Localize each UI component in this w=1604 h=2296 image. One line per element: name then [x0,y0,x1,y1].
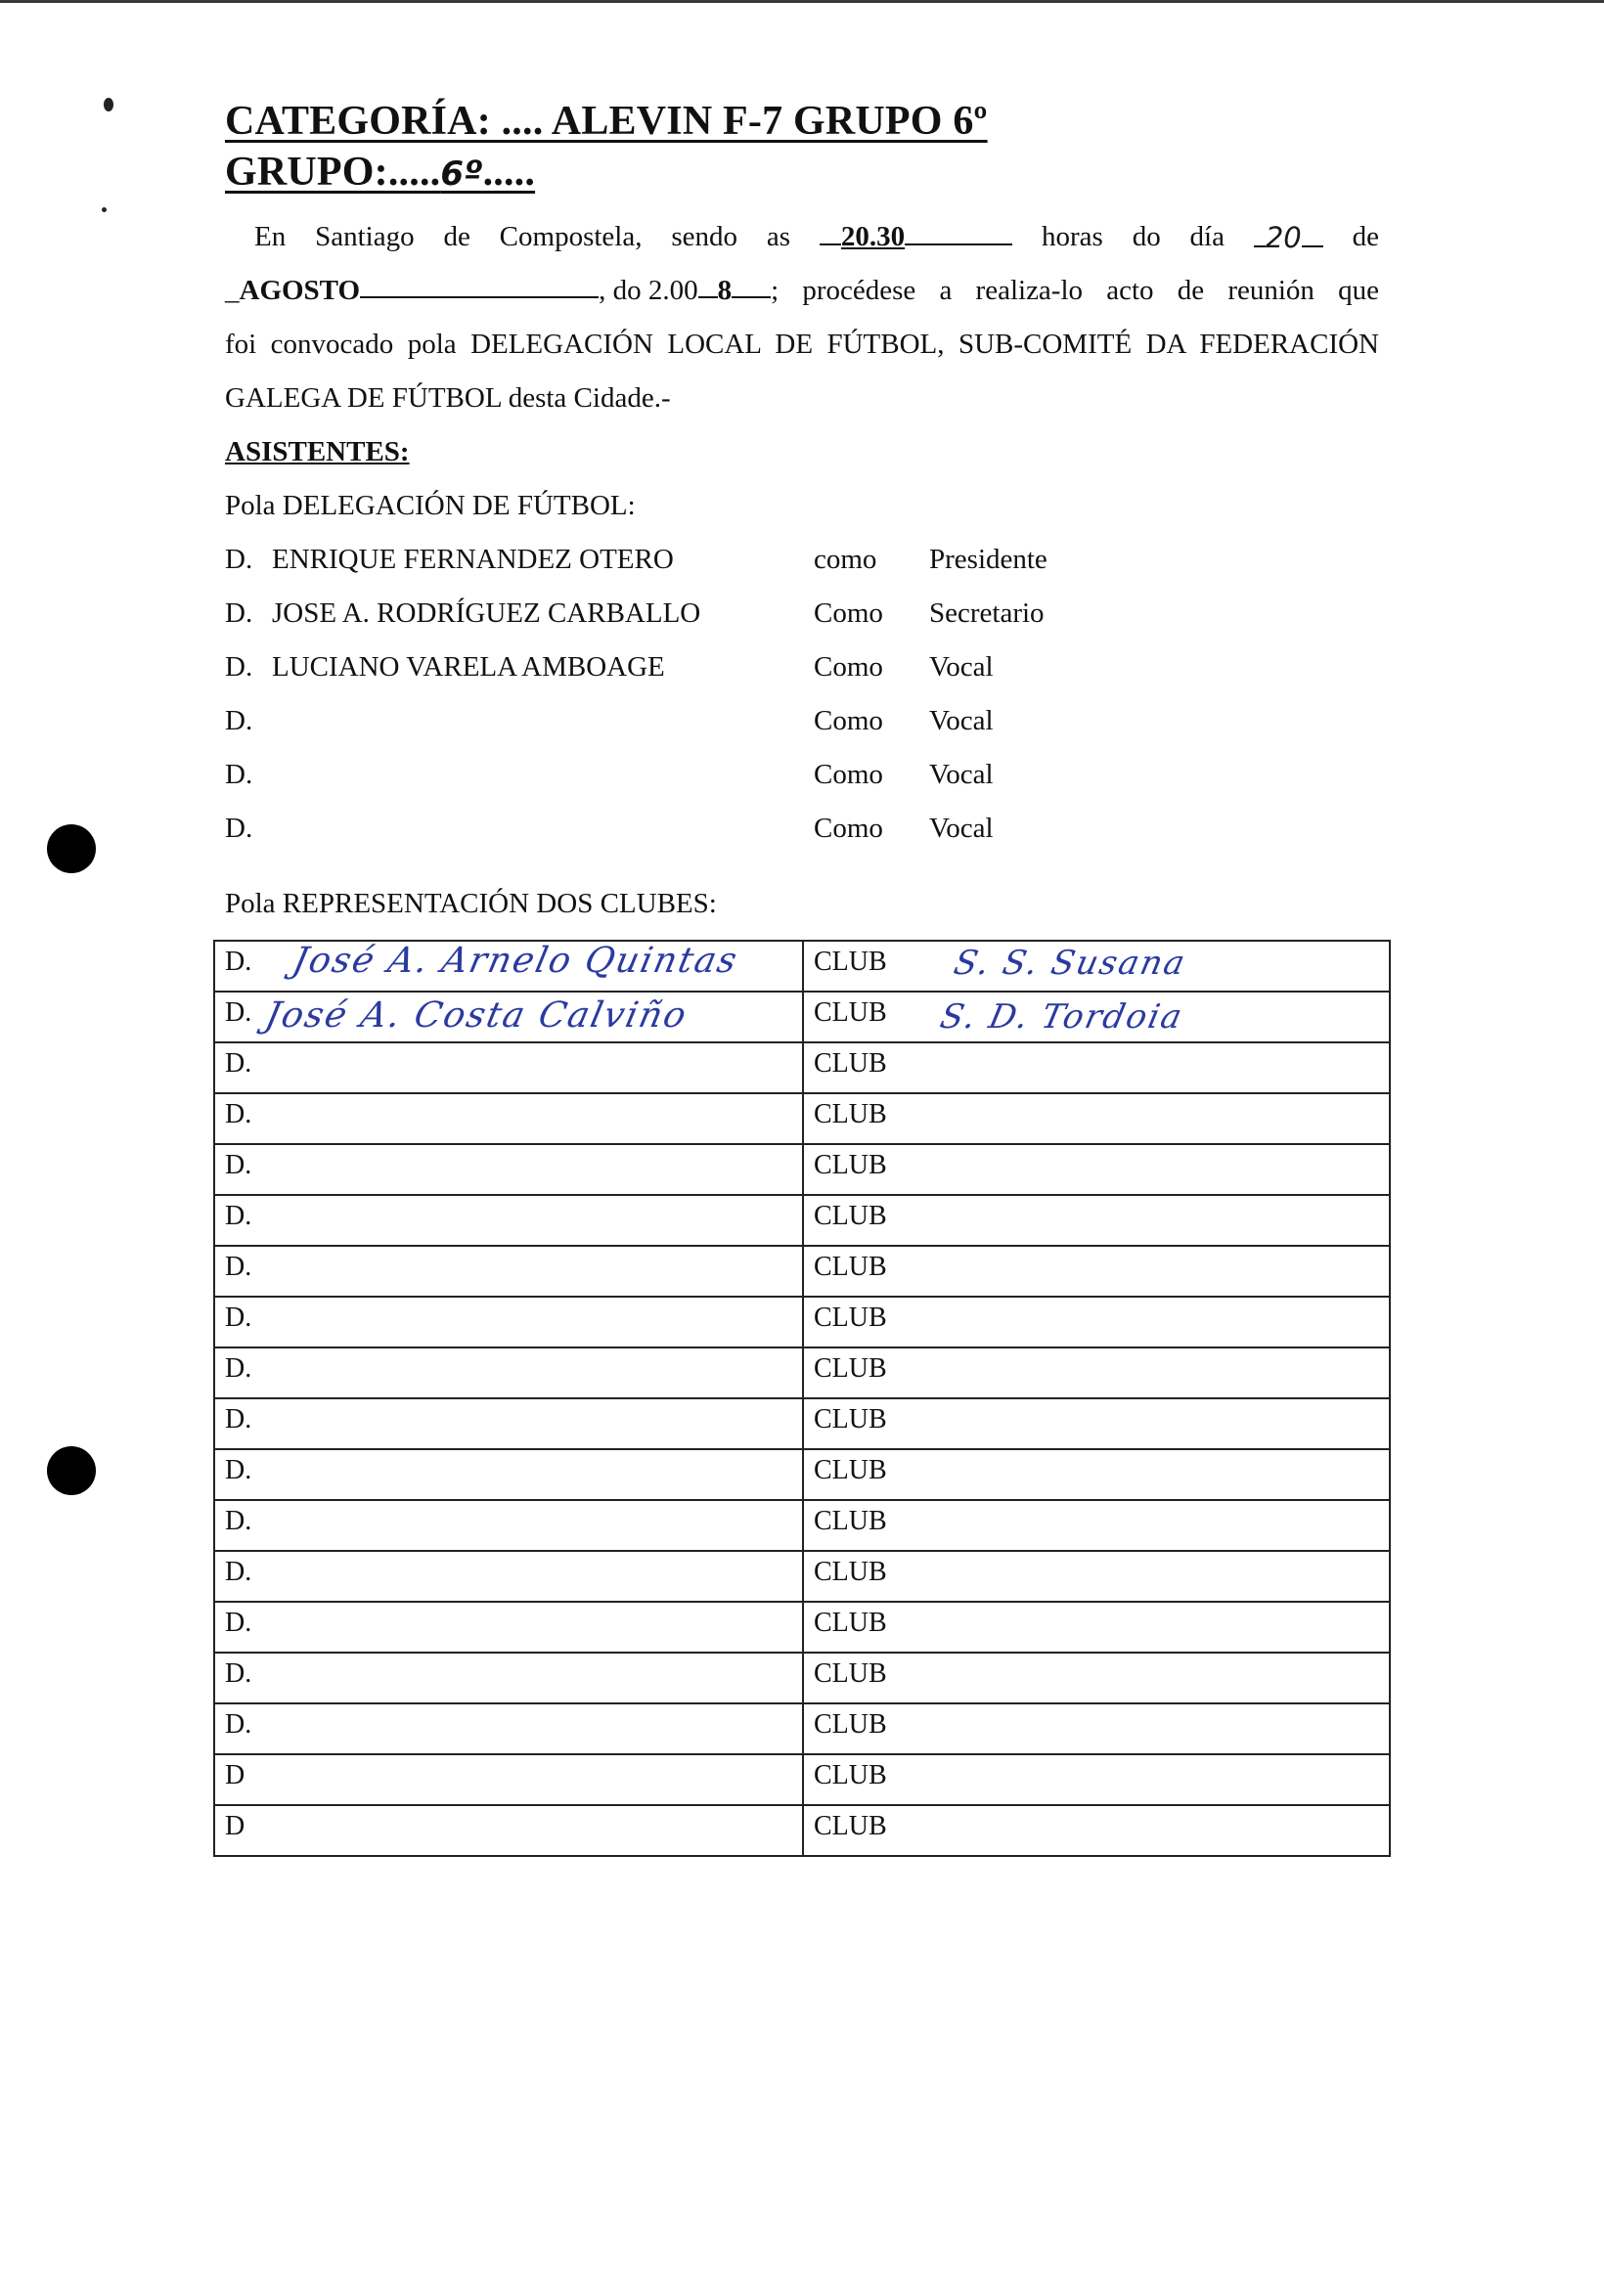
handwritten-signature: José A. Arnelo Quintas [289,941,742,981]
asistentes-heading: ASISTENTES: [225,436,410,467]
table-cell-d[interactable]: D. [214,1703,803,1754]
table-row [214,1398,1390,1449]
dia-handwritten-value: 20 [1265,221,1302,254]
table-cell-club[interactable]: CLUB [803,1042,1390,1093]
delegate-row [225,544,1105,583]
delegate-row [225,759,1105,798]
table-row [214,1144,1390,1195]
delegate-prefix: D. [225,759,253,790]
word: ; procédese a realiza-lo acto de reunión que [771,275,1379,306]
table-cell-club[interactable]: CLUB [803,1653,1390,1703]
delegate-prefix: D. [225,597,253,629]
grupo-label: GRUPO:..... [225,150,441,195]
table-cell-club[interactable]: CLUB [803,941,1390,992]
table-row [214,1195,1390,1246]
delegate-como: Como [814,651,883,683]
mes-prefix: _ [225,275,240,306]
table-cell-club[interactable]: CLUB [803,992,1390,1042]
table-row [214,1297,1390,1347]
table-cell-club[interactable]: CLUB [803,1297,1390,1347]
table-row [214,1551,1390,1602]
table-cell-d[interactable]: D. [214,1347,803,1398]
delegate-prefix: D. [225,544,253,575]
mes-value: AGOSTO [239,275,361,306]
delegate-row [225,597,1105,637]
handwritten-club-name: S. S. Susana [950,944,1190,983]
handwritten-club-name: S. D. Tordoia [936,997,1187,1037]
categoria-title: CATEGORÍA: .... ALEVIN F-7 GRUPO 6º [225,99,988,144]
clubs-table [213,940,1391,1857]
table-cell-d[interactable]: D. [214,992,803,1042]
table-row [214,1042,1390,1093]
delegate-row [225,705,1105,744]
table-cell-club[interactable]: CLUB [803,1500,1390,1551]
grupo-trailing-dots: ..... [482,150,536,195]
delegate-como: Como [814,813,883,844]
delegate-prefix: D. [225,813,253,844]
delegate-como: Como [814,705,883,736]
table-cell-d[interactable]: D. [214,1297,803,1347]
table-row [214,1703,1390,1754]
table-cell-d[interactable]: D. [214,1653,803,1703]
table-row [214,1602,1390,1653]
delegate-name: LUCIANO VARELA AMBOAGE [272,651,665,683]
delegate-como: Como [814,759,883,790]
table-cell-club[interactable]: CLUB [803,1398,1390,1449]
table-cell-d[interactable]: D. [214,1602,803,1653]
delegacion-label: Pola DELEGACIÓN DE FÚTBOL: [225,490,636,521]
table-row [214,1500,1390,1551]
table-cell-d[interactable]: D. [214,1144,803,1195]
punch-hole-lower [47,1446,96,1495]
table-cell-d[interactable]: D. [214,1398,803,1449]
delegate-role: Vocal [929,705,994,736]
table-cell-club[interactable]: CLUB [803,1347,1390,1398]
grupo-handwritten-value: 6º [440,155,483,194]
table-cell-club[interactable]: CLUB [803,1093,1390,1144]
handwritten-signature: José A. Costa Calviño [261,995,691,1036]
table-cell-club[interactable]: CLUB [803,1805,1390,1856]
paragraph-line-2 [225,275,1379,307]
delegate-role: Secretario [929,597,1045,629]
delegate-row [225,813,1105,852]
word: de [1352,221,1379,252]
word: as [766,221,791,252]
delegate-role: Vocal [929,759,994,790]
hora-field [820,221,1012,255]
table-cell-d[interactable]: D. [214,1551,803,1602]
delegate-prefix: D. [225,651,253,683]
table-cell-club[interactable]: CLUB [803,1144,1390,1195]
table-cell-d[interactable]: D [214,1805,803,1856]
paragraph-line-4: GALEGA DE FÚTBOL desta Cidade.- [225,382,671,414]
paragraph-line-1 [225,221,1379,255]
delegate-como: como [814,544,877,575]
table-cell-d[interactable]: D. [214,1042,803,1093]
table-row [214,1347,1390,1398]
table-cell-club[interactable]: CLUB [803,1195,1390,1246]
table-cell-club[interactable]: CLUB [803,1449,1390,1500]
ano-digit: 8 [717,275,733,306]
delegate-prefix: D. [225,705,253,736]
table-cell-d[interactable]: D. [214,1449,803,1500]
table-cell-club[interactable]: CLUB [803,1703,1390,1754]
clubes-label: Pola REPRESENTACIÓN DOS CLUBES: [225,888,717,919]
scan-speck [102,207,107,212]
table-cell-club[interactable]: CLUB [803,1754,1390,1805]
paragraph-line-3: foi convocado pola DELEGACIÓN LOCAL DE FÚTBOL, SUB-COMITÉ DA FEDERACIÓN [225,329,1379,360]
punch-hole-upper [47,824,96,873]
table-row [214,1805,1390,1856]
delegate-como: Como [814,597,883,629]
word: sendo [671,221,737,252]
delegate-row [225,651,1105,690]
table-cell-d[interactable]: D. [214,1246,803,1297]
table-cell-club[interactable]: CLUB [803,1602,1390,1653]
table-row [214,1449,1390,1500]
word: do [1132,221,1161,252]
table-row [214,1653,1390,1703]
word: Santiago [315,221,415,252]
delegate-role: Presidente [929,544,1047,575]
scan-speck [104,98,113,111]
table-cell-d[interactable]: D. [214,1195,803,1246]
word: de [443,221,470,252]
table-row [214,1754,1390,1805]
ano-label: , do 2.00 [599,275,698,306]
delegate-role: Vocal [929,813,994,844]
table-cell-d[interactable]: D. [214,1500,803,1551]
word: En [254,221,287,252]
hora-value: 20.30 [840,221,906,252]
delegate-name: ENRIQUE FERNANDEZ OTERO [272,544,674,575]
table-row [214,1246,1390,1297]
table-cell-d[interactable]: D. [214,1093,803,1144]
word: horas [1042,221,1103,252]
word: Compostela, [499,221,643,252]
paragraph-line-2-rest [771,275,1379,307]
grupo-title [225,149,535,196]
word: día [1189,221,1225,252]
table-cell-club[interactable]: CLUB [803,1551,1390,1602]
scan-top-edge [0,0,1604,3]
delegate-role: Vocal [929,651,994,683]
table-cell-d[interactable]: D. [214,941,803,992]
table-cell-d[interactable]: D [214,1754,803,1805]
table-cell-club[interactable]: CLUB [803,1246,1390,1297]
dia-field [1254,221,1323,255]
table-row [214,1093,1390,1144]
delegate-name: JOSE A. RODRÍGUEZ CARBALLO [272,597,701,629]
